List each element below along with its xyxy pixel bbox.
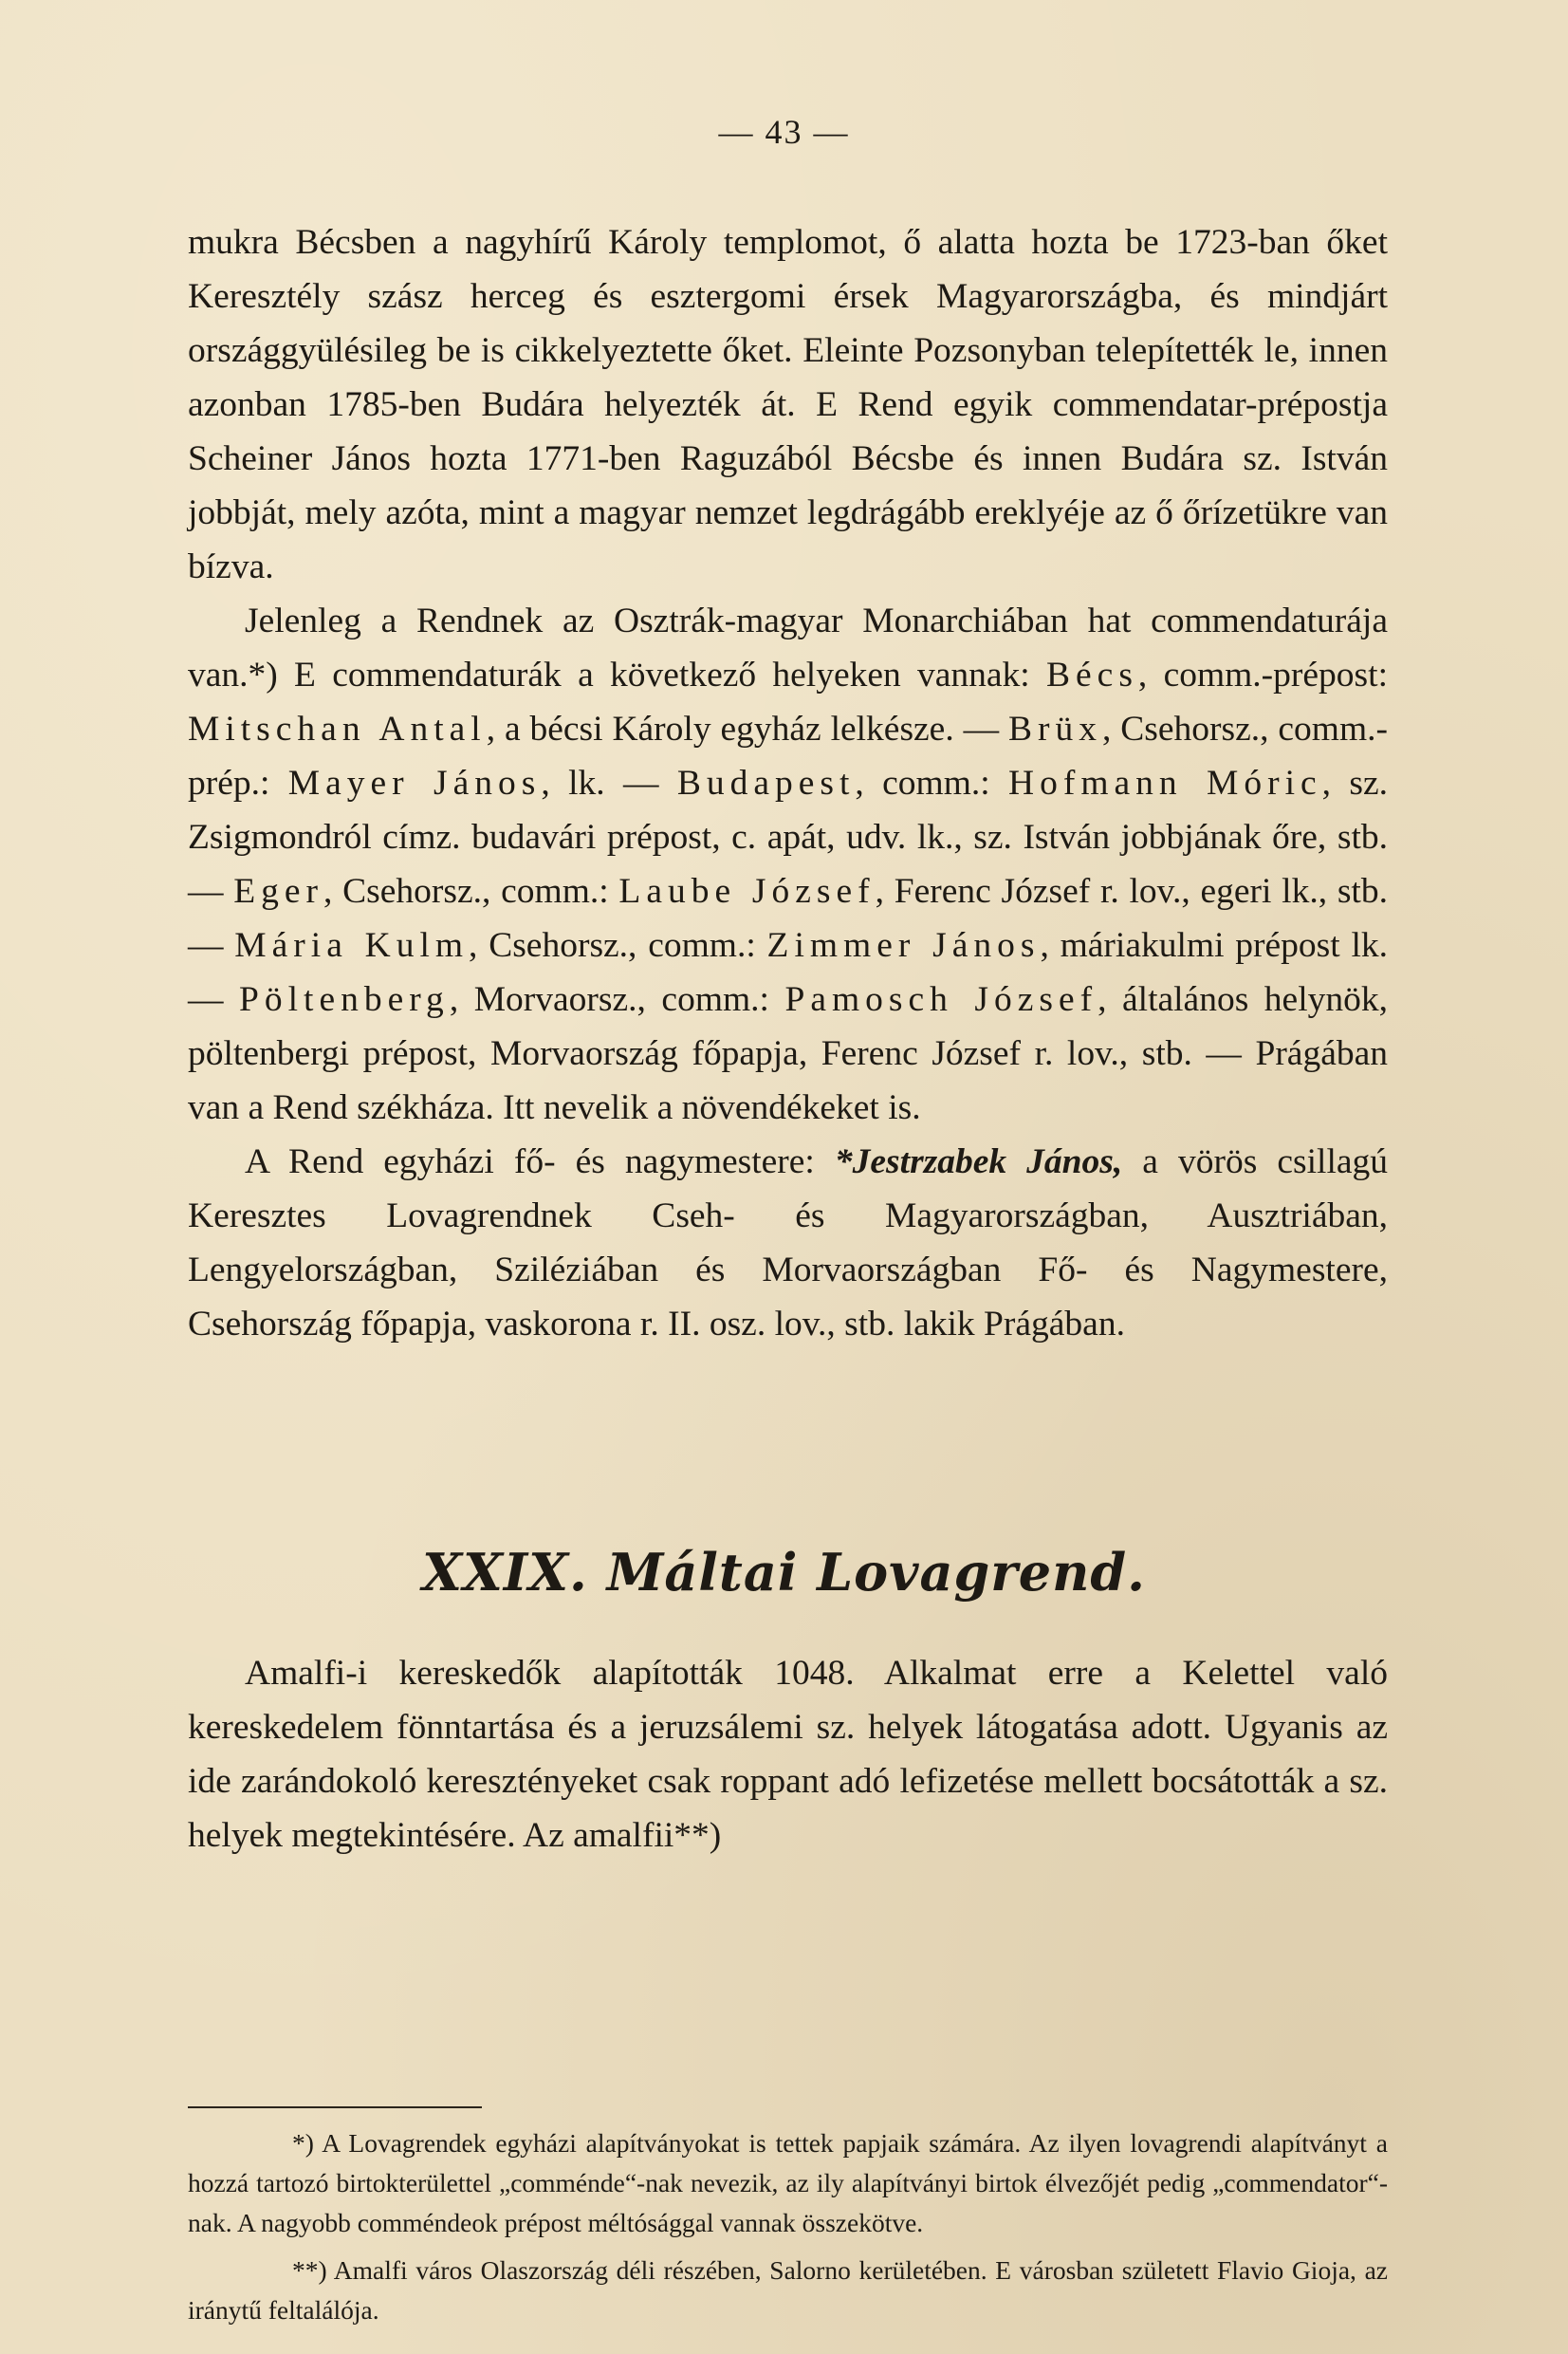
text-run: , comm.-prépost: — [1137, 656, 1388, 695]
footnote-divider — [188, 2106, 482, 2108]
place-name: Pöltenberg — [239, 980, 450, 1019]
text-run: , comm.: — [855, 764, 1009, 803]
text-run: , a bécsi Károly egyház lelkésze. — — [486, 710, 1008, 749]
text-run: , általános helynök, pöltenbergi prépost, Morvaország főpapja, Ferenc József r. lov., stb. — Prágában van a Rend székháza. Itt nevelik a növendékeket is. — [188, 980, 1388, 1127]
footnote-1: *) A Lovagrendek egyházi alapítványokat is tettek papjaik számára. Az ilyen lovagrendi alapítványt a hozzá tartozó birtokterülettel „comménde“-nak nevezik, az ily alapítványi birtok élvezőjét pedig „commendator“-nak. A nagyobb comméndeok prépost méltósággal vannak összekötve. — [188, 2128, 1388, 2237]
person-name: Mitschan Antal — [188, 710, 487, 749]
text-run: A Rend egyházi fő- és nagymestere: — [245, 1142, 835, 1181]
paragraph-3 — [188, 1135, 1388, 1351]
paragraph-2 — [188, 594, 1388, 1135]
footnotes — [188, 2123, 1388, 2338]
text-run: , Csehorsz., comm.-prép.: — [188, 710, 1388, 803]
person-name: Mayer János — [287, 764, 542, 803]
page-number: — 43 — — [718, 113, 850, 151]
text-run: a vörös csillagú Keresztes Lovagrendnek Cseh- és Magyarországban, Ausztriában, Lengyelországban, Sziléziában és Morvaországban Fő- és Nagymestere, Csehország főpapja, vaskorona r. II. osz. lov., stb. lakik Prágában. — [188, 1142, 1389, 1344]
place-name: Bécs — [1046, 656, 1138, 695]
paragraph-1: mukra Bécsben a nagyhírű Károly templomot, ő alatta hozta be 1723-ban őket Keresztély szász herceg és esztergomi érsek Magyarországba, és mindjárt országgyülésileg be is cikkelyeztette őket. Eleinte Pozsonyban telepítették le, innen azonban 1785-ben Budára helyezték át. E Rend egyik commendatar-prépostja Scheiner János hozta 1771-ben Raguzából Bécsbe és innen Budára sz. István jobbját, mely azóta, mint a magyar nemzet legdrágább ereklyéje az ő őrízetükre van bízva. — [188, 223, 1388, 586]
text-run: , sz. Zsigmondról címz. budavári prépost, c. apát, udv. lk., sz. István jobbjának őre, stb. — — [188, 764, 1388, 911]
section-heading: XXIX. Máltai Lovagrend. — [422, 1542, 1146, 1603]
person-name: Pamosch József — [784, 980, 1098, 1019]
text-run: , máriakulmi prépost lk. — — [188, 926, 1388, 1019]
person-name: Laube József — [618, 872, 876, 911]
paragraph-4: Amalfi-i kereskedők alapították 1048. Alkalmat erre a Kelettel való kereskedelem fönntartása és a jeruzsálemi sz. helyek látogatása adott. Ugyanis az ide zarándokoló keresztényeket csak roppant adó lefizetése mellett bocsátották a sz. helyek megtekintésére. Az amalfii**) — [188, 1654, 1388, 1855]
main-text-bottom — [188, 1646, 1388, 1863]
grand-master-name: *Jestrzabek János, — [834, 1142, 1123, 1181]
text-run: , Morvaorsz., comm.: — [449, 980, 785, 1019]
text-run: , lk. — — [541, 764, 677, 803]
text-run: , Csehorsz., comm.: — [469, 926, 767, 965]
text-run: Jelenleg a Rendnek az Osztrák-magyar Monarchiában hat commendaturája van.*) E commendaturák a következő helyeken vannak: — [188, 602, 1388, 695]
text-run: , Csehorsz., comm.: — [323, 872, 619, 911]
text-run: , Ferenc József r. lov., egeri lk., stb. — — [188, 872, 1388, 965]
place-name: Mária Kulm — [234, 926, 470, 965]
person-name: Zimmer János — [766, 926, 1041, 965]
main-text-top — [188, 215, 1388, 1351]
footnote-2: **) Amalfi város Olaszország déli részében, Salorno kerületében. E városban született Flavio Gioja, az iránytű feltalálója. — [188, 2255, 1388, 2325]
person-name: Hofmann Móric — [1008, 764, 1322, 803]
place-name: Brüx — [1008, 710, 1102, 749]
place-name: Eger — [233, 872, 324, 911]
place-name: Budapest — [676, 764, 856, 803]
